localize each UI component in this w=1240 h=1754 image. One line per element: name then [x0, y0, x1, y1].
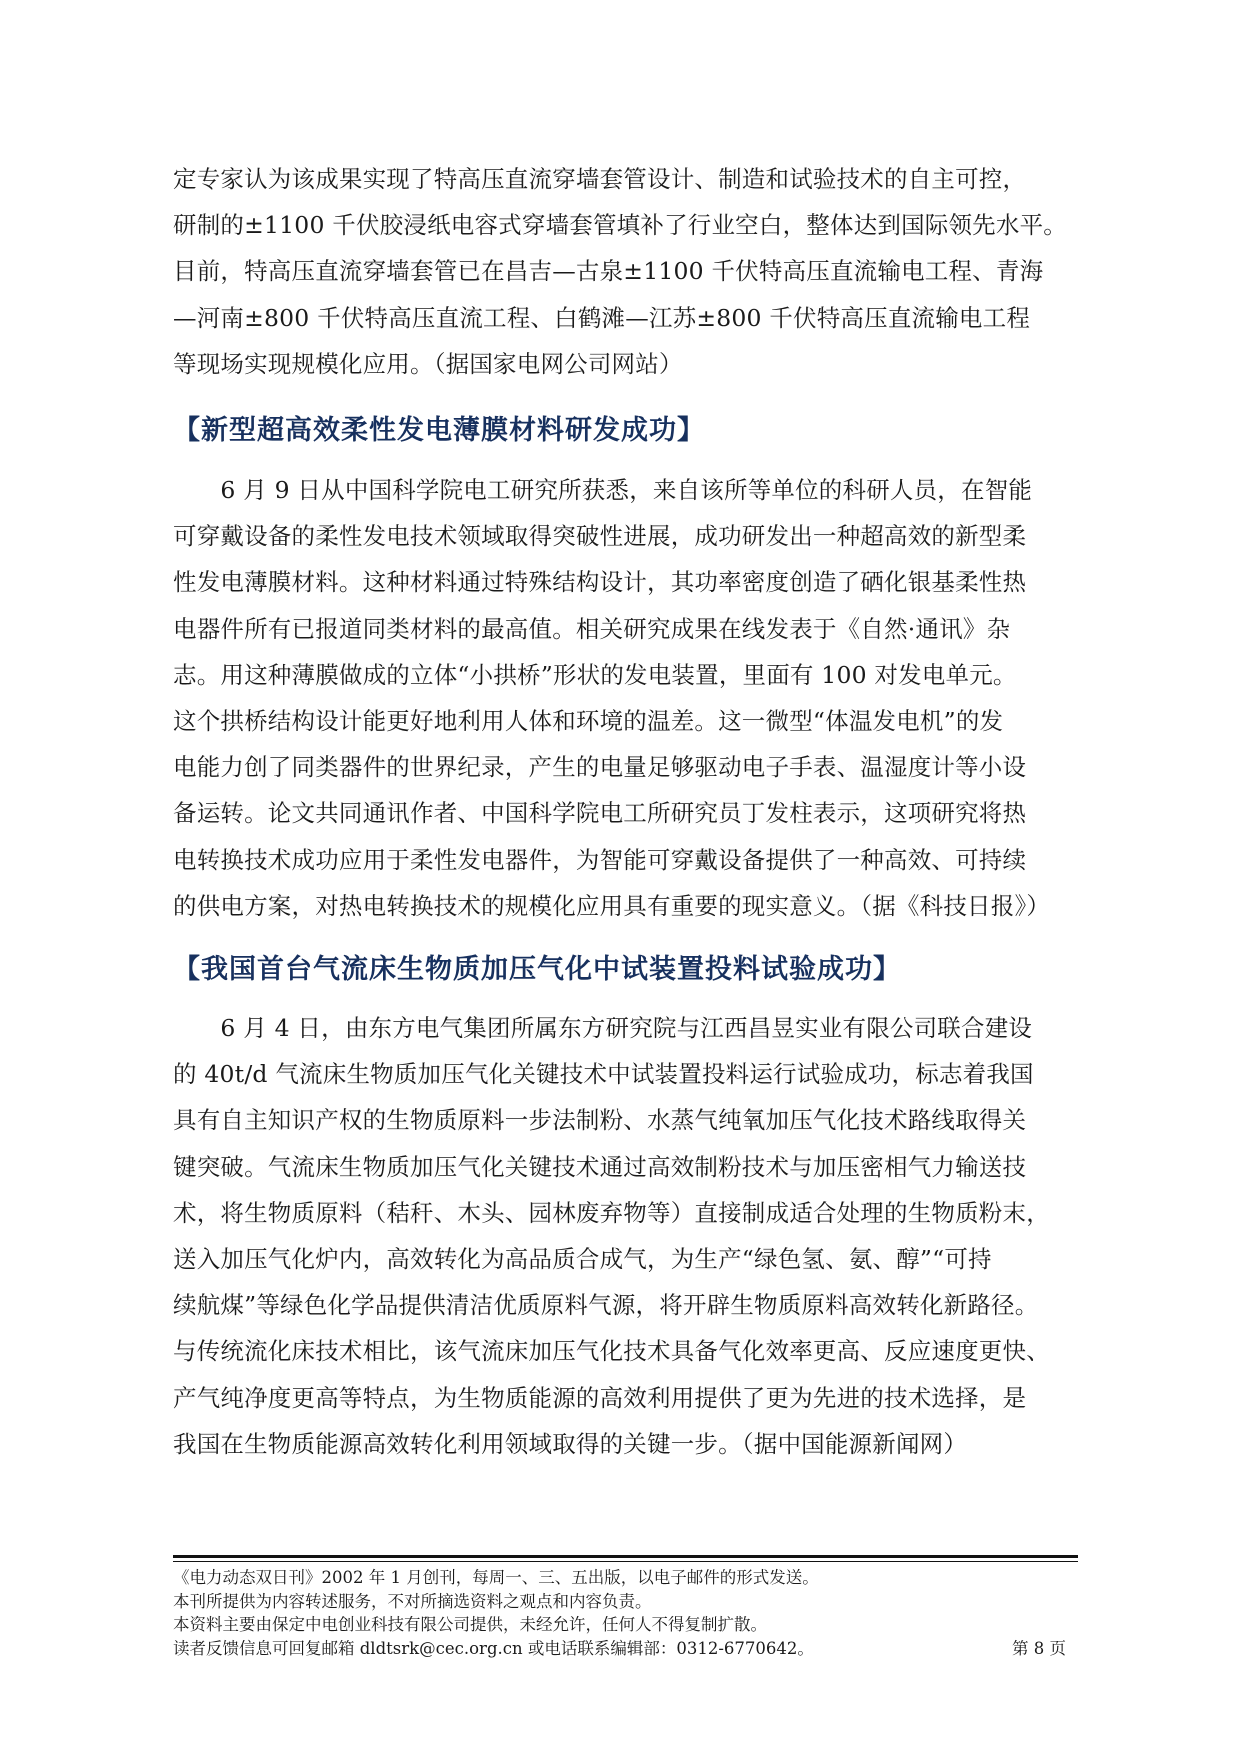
paragraph-line: 具有自主知识产权的生物质原料一步法制粉、水蒸气纯氧加压气化技术路线取得关: [173, 1106, 1027, 1135]
page-footer: [173, 1566, 1078, 1660]
paragraph-line: 电器件所有已报道同类材料的最高值。相关研究成果在线发表于《自然·通讯》杂: [173, 614, 1011, 643]
footer-contact-row: [173, 1637, 1078, 1661]
page-number: 第 8 页: [1012, 1638, 1066, 1658]
footer-publication-info: 《电力动态双日刊》2002 年 1 月创刊，每周一、三、五出版，以电子邮件的形式发送。: [173, 1568, 819, 1587]
article-continuation-paragraph: [173, 156, 1078, 387]
paragraph-line: 键突破。气流床生物质加压气化关键技术通过高效制粉技术与加压密相气力输送技: [173, 1152, 1027, 1181]
paragraph-line: 这个拱桥结构设计能更好地利用人体和环境的温差。这一微型“体温发电机”的发: [173, 707, 1004, 736]
paragraph-line: 电能力创了同类器件的世界纪录，产生的电量足够驱动电子手表、温湿度计等小设: [173, 753, 1027, 782]
paragraph-line: 续航煤”等绿色化学品提供清洁优质原料气源，将开辟生物质原料高效转化新路径。: [173, 1291, 1039, 1320]
paragraph-line: 性发电薄膜材料。这种材料通过特殊结构设计，其功率密度创造了硒化银基柔性热: [173, 568, 1027, 597]
article-1-paragraph: [173, 467, 1078, 929]
footer-divider-thick: [173, 1555, 1078, 1558]
paragraph-line: 定专家认为该成果实现了特高压直流穿墙套管设计、制造和试验技术的自主可控，: [173, 165, 1027, 193]
paragraph-line: 研制的±1100 千伏胶浸纸电容式穿墙套管填补了行业空白，整体达到国际领先水平。: [173, 211, 1067, 240]
footer-copyright: 本资料主要由保定中电创业科技有限公司提供，未经允许，任何人不得复制扩散。: [173, 1615, 767, 1634]
paragraph-line: 术，将生物质原料（秸秆、木头、园林废弃物等）直接制成适合处理的生物质粉末，: [173, 1198, 1050, 1227]
paragraph-line: 志。用这种薄膜做成的立体“小拱桥”形状的发电装置，里面有 100 对发电单元。: [173, 660, 1017, 689]
paragraph-line: 6 月 9 日从中国科学院电工研究所获悉，来自该所等单位的科研人员，在智能: [173, 476, 1033, 504]
paragraph-line: 我国在生物质能源高效转化利用领域取得的关键一步。（据中国能源新闻网）: [173, 1429, 968, 1458]
paragraph-line: 等现场实现规模化应用。（据国家电网公司网站）: [173, 349, 683, 378]
footer-disclaimer: 本刊所提供为内容转述服务，不对所摘选资料之观点和内容负责。: [173, 1591, 652, 1611]
paragraph-line: 备运转。论文共同通讯作者、中国科学院电工所研究员丁发柱表示，这项研究将热: [173, 799, 1027, 828]
article-1-heading: 【新型超高效柔性发电薄膜材料研发成功】: [173, 415, 705, 446]
paragraph-line: 电转换技术成功应用于柔性发电器件，为智能可穿戴设备提供了一种高效、可持续: [173, 845, 1027, 874]
paragraph-line: —河南±800 千伏特高压直流工程、白鹤滩—江苏±800 千伏特高压直流输电工程: [173, 303, 1031, 332]
footer-contact: 读者反馈信息可回复邮箱 dldtsrk@cec.org.cn 或电话联系编辑部：0312-6770642。: [173, 1638, 814, 1658]
footer-divider-thin: [173, 1561, 1078, 1562]
paragraph-line: 产气纯净度更高等特点，为生物质能源的高效利用提供了更为先进的技术选择，是: [173, 1383, 1027, 1412]
article-2-heading: 【我国首台气流床生物质加压气化中试装置投料试验成功】: [173, 954, 901, 985]
paragraph-line: 的 40t/d 气流床生物质加压气化关键技术中试装置投料运行试验成功，标志着我国: [173, 1060, 1034, 1089]
article-2-paragraph: [173, 1005, 1078, 1467]
paragraph-line: 目前，特高压直流穿墙套管已在昌吉—古泉±1100 千伏特高压直流输电工程、青海: [173, 257, 1044, 286]
paragraph-line: 可穿戴设备的柔性发电技术领域取得突破性进展，成功研发出一种超高效的新型柔: [173, 522, 1027, 551]
paragraph-line: 与传统流化床技术相比，该气流床加压气化技术具备气化效率更高、反应速度更快、: [173, 1337, 1050, 1366]
paragraph-line: 送入加压气化炉内，高效转化为高品质合成气，为生产“绿色氢、氨、醇”“可持: [173, 1245, 992, 1274]
paragraph-line: 6 月 4 日，由东方电气集团所属东方研究院与江西昌昱实业有限公司联合建设: [173, 1014, 1033, 1042]
paragraph-line: 的供电方案，对热电转换技术的规模化应用具有重要的现实意义。（据《科技日报》）: [173, 891, 1051, 920]
